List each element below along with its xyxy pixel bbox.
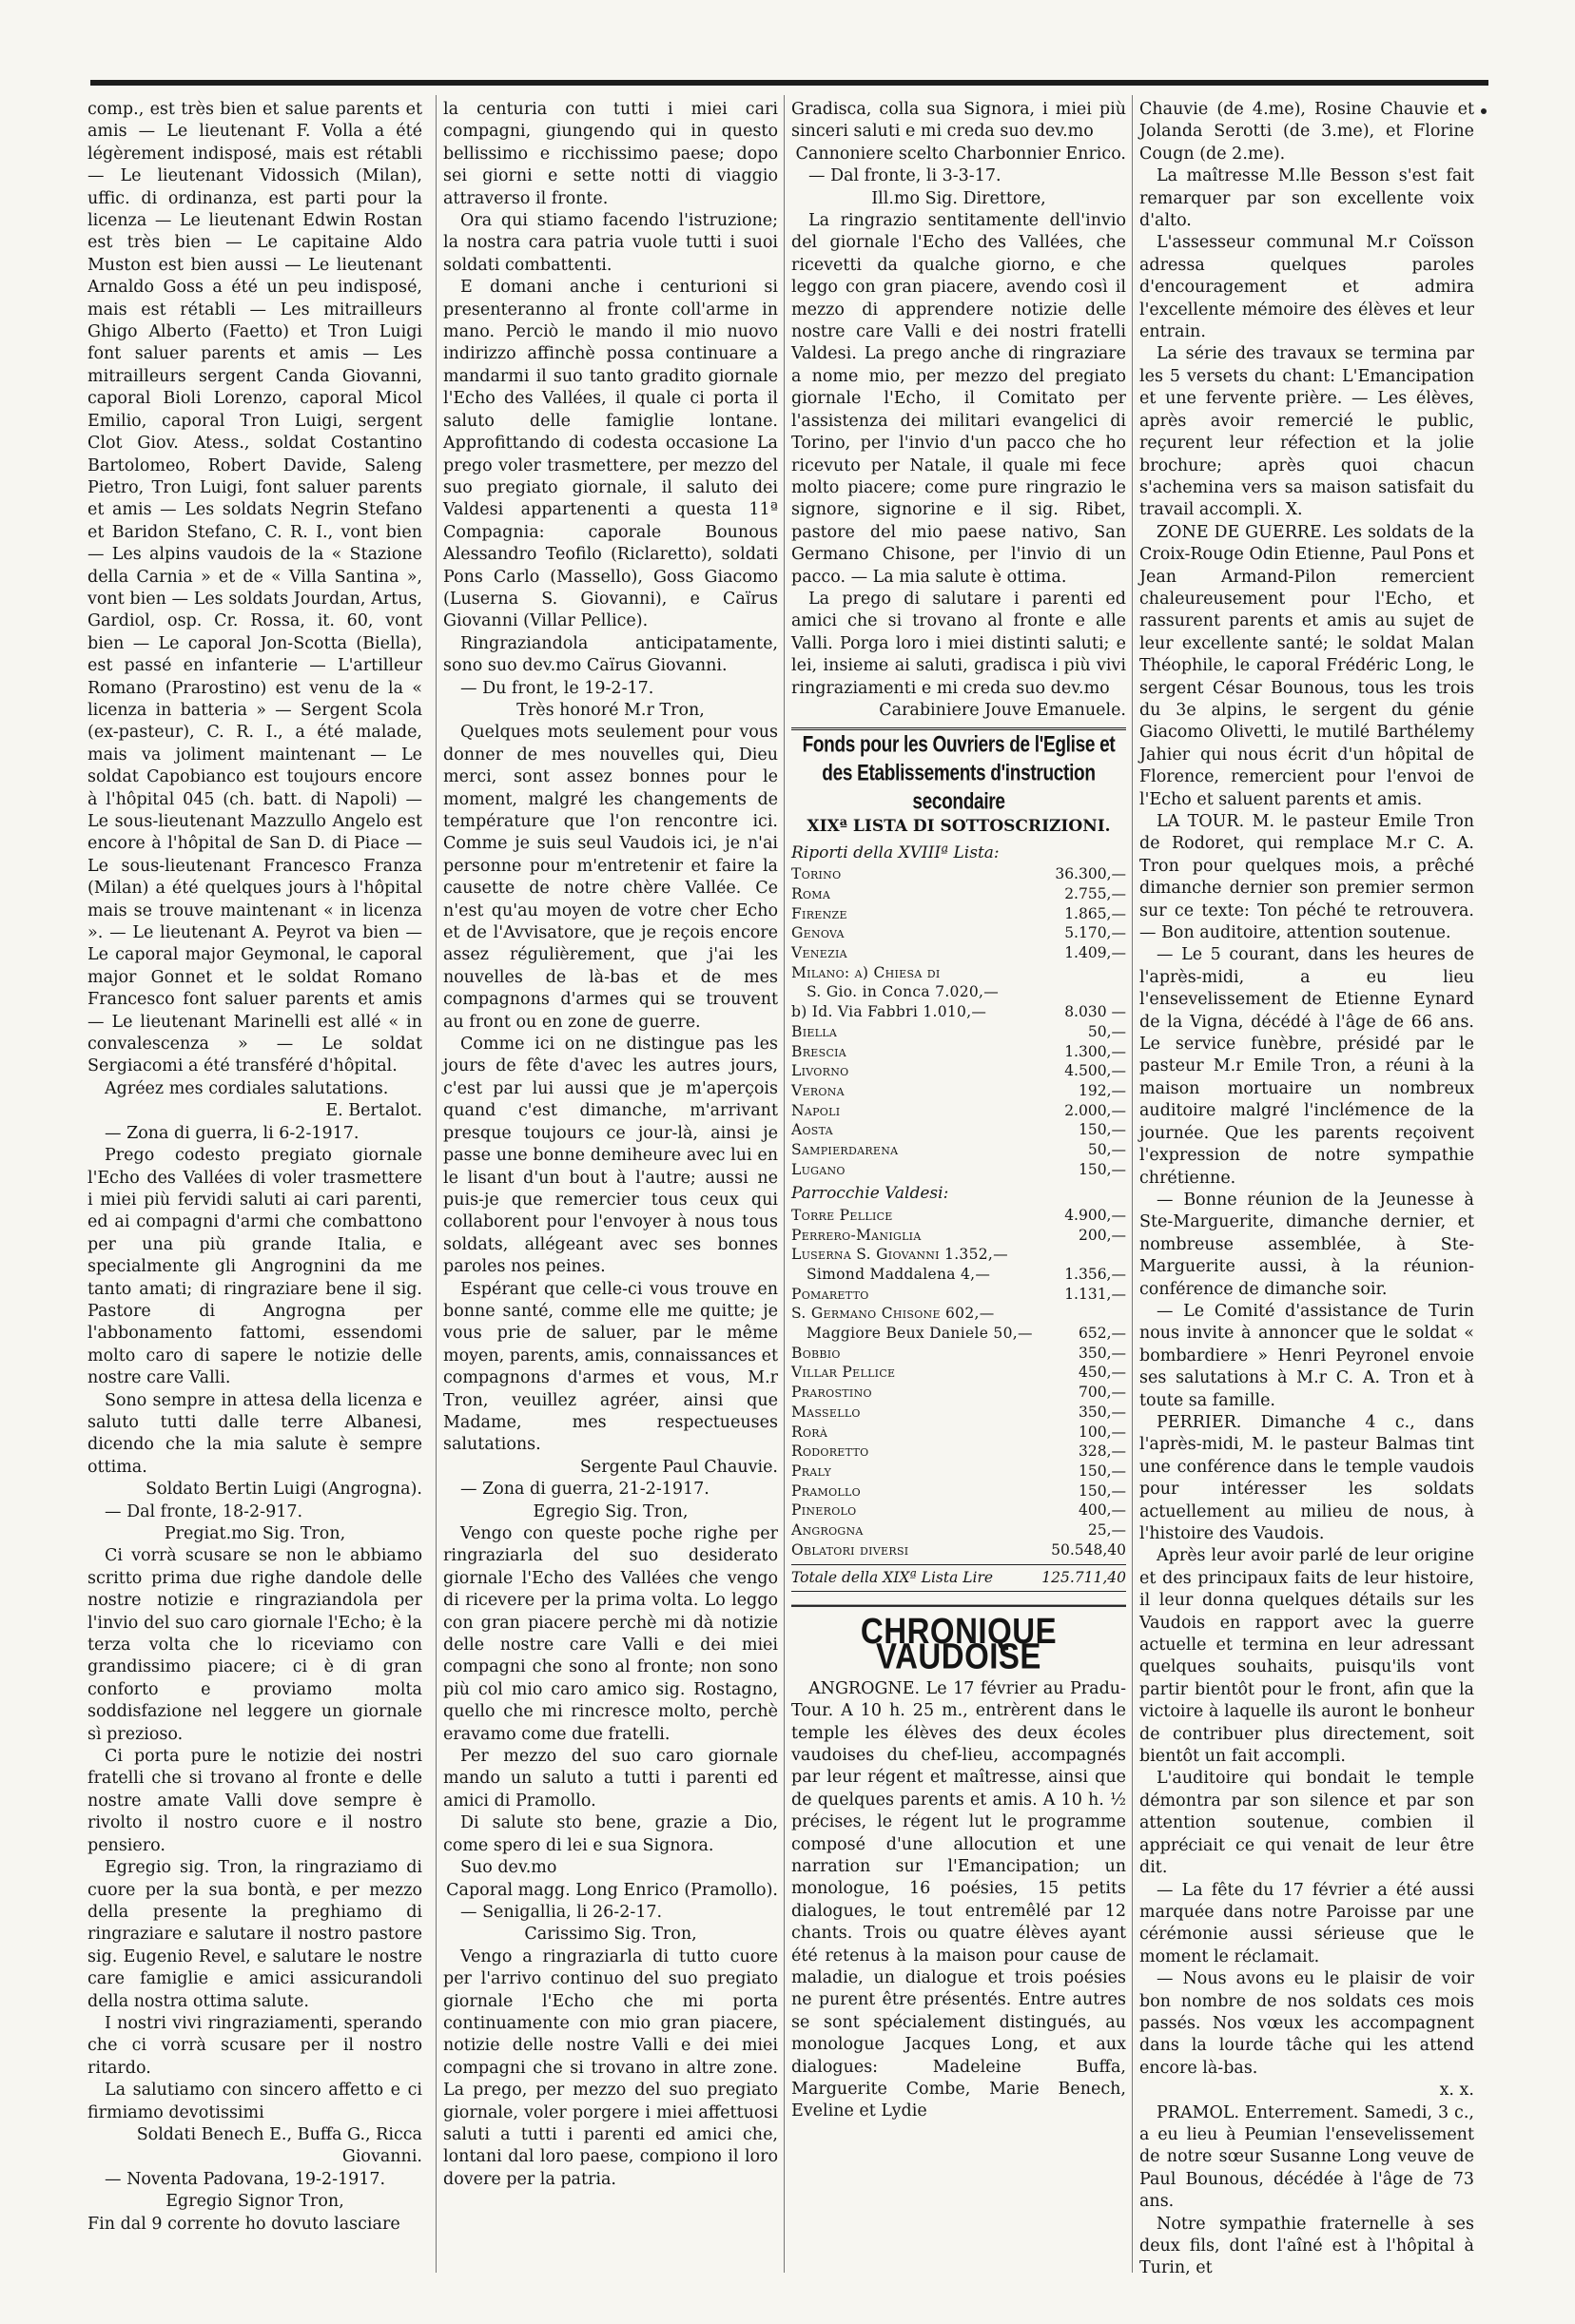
paragraph: Vengo con queste poche righe per ringraziarla del suo desiderato giornale l'Echo des Vallées che vengo di ricevere per la prima volta. Lo leggo con gran piacere perchè mi dà notizie delle nostre care Valli e dei miei compagni che sono al fronte; non sono più col mio caro amico sig. Rostagno, quello che mi rincresce molto, perchè eravamo come due fratelli. <box>443 1524 778 1744</box>
fund-row <box>791 1285 1126 1305</box>
fund-row-amount: 2.000,— <box>1064 1101 1126 1119</box>
paragraph: PERRIER. Dimanche 4 c., dans l'après-midi, M. le pasteur Balmas tint une conférence dans le temple vaudois pour intéresser les soldats actuellement au milieu de nous, à l'histoire des Vaudois. <box>1139 1412 1474 1543</box>
paragraph: Prego codesto pregiato giornale l'Echo des Vallées di voler trasmettere i miei più fervidi saluti ai cari parenti, ed ai compagni d'armi che combattono per una più grande Italia, e specialmente gli Angrognini da me tanto amati; di ringraziare bene il sig. Pastore di Angrogna per l'abbonamento fattomi, essendomi molto caro di sapere le notizie delle nostre care Valli. <box>88 1146 422 1388</box>
fund-row-name: Torino <box>791 865 842 883</box>
fund-row-name: Luserna S. Giovanni 1.352,— <box>791 1246 1008 1264</box>
paragraph: — Zona di guerra, li 6-2-1917. <box>105 1123 360 1143</box>
paragraph: Per mezzo del suo caro giornale mando un saluto a tutti i parenti ed amici di Pramollo. <box>443 1747 778 1811</box>
fund-row <box>791 1061 1126 1081</box>
paragraph: La maîtresse M.lle Besson s'est fait remarquer par son excellente voix d'alto. <box>1139 166 1474 231</box>
paragraph: — Le 5 courant, dans les heures de l'après-midi, a eu lieu l'ensevelissement de Etienne Eynard de la Vigna, décédé à l'âge de 66 ans. Le service funèbre, présidé par le pasteur M.r Emile Tron, a réuni à la maison mortuaire un nombreux auditoire malgré l'inclémence de la journée. Que les parents reçoivent l'expression de notre sympathie chrétienne. <box>1139 945 1474 1188</box>
fund-row-amount: 652,— <box>1078 1325 1126 1343</box>
fund-row <box>791 1226 1126 1246</box>
fund-row-amount: 50,— <box>1087 1141 1126 1159</box>
paragraph: Ringraziandola anticipatamente, sono suo dev.mo Caïrus Giovanni. <box>443 633 778 676</box>
paragraph: PRAMOL. Enterrement. Samedi, 3 c., a eu lieu à Peumian l'ensevelissement de notre sœur Susanne Long veuve de Paul Bounous, décédée à l'âge de 73 ans. <box>1139 2102 1474 2212</box>
paragraph: — Senigallia, li 26-2-17. <box>460 1902 663 1922</box>
top-rule <box>90 80 1488 86</box>
fund-row-amount: 350,— <box>1078 1344 1126 1362</box>
fund-row-amount: 1.300,— <box>1064 1042 1126 1060</box>
paragraph: Vengo a ringraziarla di tutto cuore per l'arrivo continuo del suo pregiato giornale l'Echo che mi porta continuamente con mio gran piacere, notizie delle nostre Valli e dei miei compagni che si trovano in altre zone. La prego, per mezzo del suo pregiato giornale, voler porgere i miei affettuosi saluti a tutti i parenti ed amici che, lontani dal loro paese, compiono il loro dovere per la patria. <box>443 1946 778 2189</box>
paragraph: — La fête du 17 février a été aussi marquée dans notre Paroisse par une cérémonie aussi sérieuse que le moment le réclamait. <box>1139 1880 1474 1966</box>
fund-row-amount: 350,— <box>1078 1403 1126 1421</box>
fund-row-name: Lugano <box>791 1160 846 1178</box>
paragraph: Ci vorrà scusare se non le abbiamo scritto prima due righe dandole delle nostre notizie e ringraziandola per l'invio del suo caro giornale l'Echo; è la terza volta che lo riceviamo con grandissimo piacere; ci è di gran conforto e proviamo molta soddisfazione nel leggere un giornale sì prezioso. <box>88 1546 422 1744</box>
paragraph: Chauvie (de 4.me), Rosine Chauvie et Jolanda Serotti (de 3.me), et Florine Cougn (de 2.me). <box>1139 100 1474 164</box>
fund-row-amount: 2.755,— <box>1064 884 1126 902</box>
fund-row-amount: 150,— <box>1078 1462 1126 1480</box>
paragraph: Quelques mots seulement pour vous donner de mes nouvelles qui, Dieu merci, sont assez bonnes pour le moment, malgré les changements de température que l'on rencontre ici. Comme je suis seul Vaudois ici, je n'ai personne pour m'entretenir et faire la causette de notre chère Vallée. Ce n'est qu'au moyen de votre cher Echo et de l'Avvisatore, que je reçois encore assez régulièrement, que j'ai les nouvelles de là-bas et de mes compagnons d'armes qui se trouvent au front ou en zone de guerre. <box>443 723 778 1032</box>
fund-row-name: Pinerolo <box>791 1501 857 1520</box>
paragraph: Egregio sig. Tron, la ringraziamo di cuore per la sua bontà, e per mezzo della presente la preghiamo di ringraziare e salutare il nostro pastore sig. Eugenio Revel, e salutare le nostre care famiglie e amici assicurandoli della nostra ottima salute. <box>88 1858 422 2011</box>
fund-row-amount: 1.356,— <box>1064 1265 1126 1283</box>
paragraph: E. Bertalot. <box>325 1101 422 1121</box>
fund-row-amount: 5.170,— <box>1064 924 1126 942</box>
fund-row-name: Torre Pellice <box>791 1206 893 1224</box>
fund-row-amount: 36.300,— <box>1055 865 1126 883</box>
paragraph: — Du front, le 19-2-17. <box>460 678 654 698</box>
chronique-angrogne <box>791 1678 1126 2123</box>
paragraph: Après leur avoir parlé de leur origine et des principaux faits de leur histoire, il leur donna quelques détails sur les Vaudois en rapport avec la guerre actuelle et termina en leur adressant quelques souhaits, puisqu'ils vont partir bientôt pour le front, afin que la victoire à laquelle ils auront le bonheur de contribuer plus directement, soit bientôt un fait accompli. <box>1139 1546 1474 1767</box>
paragraph: Agréez mes cordiales salutations. <box>105 1078 389 1098</box>
fund-row-name: Napoli <box>791 1101 841 1119</box>
fund-row <box>791 864 1126 884</box>
paragraph: Caporal magg. Long Enrico (Pramollo). <box>446 1880 778 1900</box>
column-divider <box>1132 95 1133 2273</box>
letters-continued <box>791 99 1126 722</box>
column-divider <box>784 95 785 2273</box>
fund-row-amount: 150,— <box>1078 1482 1126 1500</box>
fund-row-name: Verona <box>791 1081 845 1099</box>
fund-row-amount: 150,— <box>1078 1160 1126 1178</box>
fund-parishes-label: Parrocchie Valdesi: <box>791 1184 949 1204</box>
paragraph: LA TOUR. M. le pasteur Emile Tron de Rodoret, qui remplace M.r C. A. Tron pour quelques mois, a prêché dimanche dernier son premier sermon sur ce texte: Ton péché te retrouvera. — Bon auditoire, attention soutenue. <box>1139 812 1474 943</box>
fund-row <box>791 1265 1126 1285</box>
fund-row <box>791 1520 1126 1540</box>
fund-row-amount: 50.548,40 <box>1051 1540 1126 1559</box>
paragraph: Carabiniere Jouve Emanuele. <box>879 700 1126 720</box>
fund-row <box>791 1206 1126 1226</box>
paragraph: Di salute sto bene, grazie a Dio, come spero di lei e sua Signora. <box>443 1813 778 1855</box>
fund-row <box>791 1304 1126 1324</box>
fund-row-milano-b: b) Id. Via Fabbri 1.010,— 8.030 — <box>791 1003 1126 1021</box>
margin-dot <box>1481 108 1487 114</box>
fund-row-name: Brescia <box>791 1042 847 1060</box>
fund-row-milano: Milano: a) Chiesa di <box>791 963 941 981</box>
fund-row <box>791 1540 1126 1560</box>
paragraph: L'assesseur communal M.r Coïsson adressa quelques paroles d'encouragement et admira l'excellente mémoire des élèves et leur entrain. <box>1139 233 1474 342</box>
paragraph: I nostri vivi ringraziamenti, sperando che ci vorrà scusare per il nostro ritardo. <box>88 2013 422 2078</box>
paragraph: Suo dev.mo <box>460 1858 557 1878</box>
paragraph: Soldato Bertin Luigi (Angrogna). <box>146 1480 422 1500</box>
fund-row-name: Firenze <box>791 904 847 922</box>
paragraph: — Dal fronte, li 3-3-17. <box>808 166 1001 186</box>
paragraph: Sono sempre in attesa della licenza e saluto tutti dalle terre Albanesi, dicendo che la mia salute è sempre ottima. <box>88 1390 422 1477</box>
paragraph: Gradisca, colla sua Signora, i miei più sinceri saluti e mi creda suo dev.mo <box>791 100 1126 142</box>
fund-row-name: Villar Pellice <box>791 1364 896 1382</box>
fund-row-amount: 150,— <box>1078 1121 1126 1139</box>
fund-row-name: Bobbio <box>791 1344 841 1362</box>
paragraph: La prego di salutare i parenti ed amici che si trovano al fronte e alle Valli. Porga loro i miei distinti saluti; e lei, insieme ai saluti, gradisca i più vivi ringraziamenti e mi creda suo dev.mo <box>791 589 1126 698</box>
paragraph: Fin dal 9 corrente ho dovuto lasciare <box>88 2214 400 2234</box>
fund-row-amount: 328,— <box>1078 1443 1126 1461</box>
fund-row <box>791 1324 1126 1344</box>
fund-row-name: Angrogna <box>791 1521 864 1540</box>
column-2 <box>443 99 778 2191</box>
fund-row <box>791 1140 1126 1160</box>
fund-row-amount: 4.900,— <box>1064 1206 1126 1224</box>
fund-row-name: Simond Maddalena 4,— <box>807 1265 991 1283</box>
paragraph: — Bonne réunion de la Jeunesse à Ste-Marguerite, dimanche dernier, et nombreuse assemblée, à Ste-Marguerite aussi, à la réunion-conférence de dimanche soir. <box>1139 1190 1474 1299</box>
fund-row <box>791 1042 1126 1062</box>
fund-row <box>791 1383 1126 1403</box>
fund-row-amount: 400,— <box>1078 1501 1126 1520</box>
paragraph: — Le Comité d'assistance de Turin nous invite à annoncer que le soldat « bombardiere » Henri Peyronel envoie ses salutations à M.r C. A. Tron et à toute sa famille. <box>1139 1301 1474 1410</box>
fund-row <box>791 1160 1126 1180</box>
fund-row-name: Venezia <box>791 944 847 961</box>
fund-row-amount: 1.409,— <box>1064 944 1126 961</box>
paragraph: Ora qui stiamo facendo l'istruzione; la nostra cara patria vuole tutti i suoi soldati combattenti. <box>443 211 778 275</box>
column-1 <box>88 99 422 2236</box>
fund-row-name: Rodoretto <box>791 1443 869 1461</box>
fund-row-amount: 1.865,— <box>1064 904 1126 922</box>
fund-row <box>791 1363 1126 1383</box>
paragraph: L'auditoire qui bondait le temple démontra par son silence et par son attention soutenue, combien il appréciait ce qui venait de leur être dit. <box>1139 1769 1474 1878</box>
fund-row-amount: 450,— <box>1078 1364 1126 1382</box>
fund-list-cities <box>791 864 1126 963</box>
fund-row <box>791 943 1126 963</box>
paragraph: La ringrazio sentitamente dell'invio del giornale l'Echo des Vallées, che ricevetti da qualche giorno, e che leggo con gran piacere, avendo così il mezzo di apprendere notizie delle nostre care Valli e dei nostri fratelli Valdesi. La prego anche di ringraziare a nome mio, per mezzo del pregiato giornale l'Echo, il Comitato per l'assistenza dei militari evangelici di Torino, per l'invio d'un pacco che ho ricevuto per Natale, il quale mi fece molto piacere; come pure ringrazio le signore, signorine e il sig. Ribet, pastore del mio paese nativo, San Germano Chisone, per l'invio di un pacco. — La mia salute è ottima. <box>791 211 1126 587</box>
fund-report-label: Riporti della XVIIIª Lista: <box>791 842 1000 862</box>
fund-row <box>791 1101 1126 1121</box>
paragraph: La salutiamo con sincero affetto e ci firmiamo devotissimi <box>88 2081 422 2122</box>
fund-row <box>791 923 1126 943</box>
fund-row <box>791 1482 1126 1501</box>
paragraph: Egregio Sig. Tron, <box>533 1501 689 1521</box>
fund-row-name: Sampierdarena <box>791 1141 899 1159</box>
paragraph: Pregiat.mo Sig. Tron, <box>164 1524 346 1543</box>
fund-subtitle: XIXª LISTA DI SOTTOSCRIZIONI. <box>807 817 1111 837</box>
paragraph: E domani anche i centurioni si presenteranno al fronte coll'arme in mano. Perciò le mando il mio nuovo indirizzo affinchè possa continuare a mandarmi il suo tanto gradito giornale l'Echo des Vallées, il quale ci porta il saluto delle famiglie lontane. Approfittando di codesta occasione La prego voler trasmettere, per mezzo del suo pregiato giornale, il saluto dei Valdesi appartenenti a questa 11ª Compagnia: caporale Bounous Alessandro Teofilo (Riclaretto), soldati Pons Carlo (Massello), Goss Giacomo (Luserna S. Giovanni), e Caïrus Giovanni (Villar Pellice). <box>443 278 778 631</box>
paragraph: La série des travaux se termina par les 5 versets du chant: L'Emancipation et une fervente prière. — Les élèves, après avoir remercié le public, reçurent leur réfection et la jolie brochure; après quoi chacun s'achemina vers sa maison satisfait du travail accompli. X. <box>1139 344 1474 520</box>
paragraph: comp., est très bien et salue parents et amis — Le lieutenant F. Volla a été légèrement indisposé, mais est rétabli — Le lieutenant Vidossich (Milan), uffic. di ordinanza, est parti pour la licenza — Le lieutenant Edwin Rostan est très bien — Le capitaine Aldo Muston est bien aussi — Le lieutenant Arnaldo Goss a été un peu indisposé, mais est rétabli — Les mitrailleurs Ghigo Alberto (Faetto) et Tron Luigi font saluer parents et amis — Les mitrailleurs sergent Canda Giovanni, caporal Bioli Lorenzo, caporal Micol Emilio, caporal Tron Luigi, sergent Clot Giov. Atess., soldat Costantino Bartolomeo, Robert Davide, Saleng Pietro, Tron Luigi, font saluer parents et amis — Les soldats Negrin Stefano et Baridon Stefano, C. R. I., vont bien — Les alpins vaudois de la « Stazione della Carnia » et de « Villa Santina », vont bien — Les soldats Jourdan, Artus, Gardiol, osp. Cr. Rossa, it. 60, vont bien — Le caporal Jon-Scotta (Biella), est passé en infanterie — L'artilleur Romano (Prarostino) est venu de la « licenza in batteria » — Sergent Scola (ex-pasteur), C. R. I., a été malade, mais va joliment maintenant — Le soldat Capobianco est toujours encore à l'hôpital 045 (ch. batt. di Napoli) — Le sous-lieutenant Mazzullo Angelo est encore à l'hôpital de San D. di Piace — Le sous-lieutenant Francesco Franza (Milan) a été quelques jours à l'hôpital mais se trouve maintenant « in licenza ». — Le lieutenant A. Peyrot va bien — Le caporal major Geymonal, le caporal major Gonnet et le soldat Romano Francesco font saluer parents et amis — Le lieutenant Marinelli est allé « in convalescenza » — Le soldat Sergiacomi a été transféré d'hôpital. <box>88 100 422 1076</box>
fund-row <box>791 1344 1126 1364</box>
fund-row-amount: 200,— <box>1078 1226 1126 1244</box>
fund-row <box>791 1462 1126 1482</box>
column-4 <box>1139 99 1474 2280</box>
paragraph: Sergente Paul Chauvie. <box>579 1457 778 1477</box>
fund-row <box>791 1245 1126 1265</box>
fund-list-parishes <box>791 1206 1126 1560</box>
column-3 <box>791 99 1126 2123</box>
fund-row-amount: 50,— <box>1087 1022 1126 1040</box>
paragraph: Soldati Benech E., Buffa G., Ricca Giovanni. <box>136 2124 422 2167</box>
paragraph: x. x. <box>1439 2081 1474 2101</box>
chronique-title: CHRONIQUE VAUDOISE <box>791 1604 1126 1669</box>
paragraph: Cannoniere scelto Charbonnier Enrico. <box>795 144 1126 164</box>
fund-row-name: Oblatori diversi <box>791 1540 909 1559</box>
column-divider <box>436 95 437 2273</box>
fund-row-amount: 700,— <box>1078 1384 1126 1402</box>
fund-row-name: Perrero-Maniglia <box>791 1226 922 1244</box>
fund-row-milano-a: S. Gio. in Conca 7.020,— <box>807 983 1000 1001</box>
fund-row-name: Prarostino <box>791 1384 872 1402</box>
paragraph: Ci porta pure le notizie dei nostri fratelli che si trovano al fronte e delle nostre amate Valli dove sempre è rivolto il nostro cuore e il nostro pensiero. <box>88 1747 422 1855</box>
fund-row <box>791 1022 1126 1042</box>
paragraph: — Dal fronte, 18-2-917. <box>105 1501 303 1521</box>
fund-row <box>791 884 1126 904</box>
paragraph: Egregio Signor Tron, <box>165 2192 344 2212</box>
paragraph: Notre sympathie fraternelle à ses deux fils, dont l'aîné est à l'hôpital à Turin, et <box>1139 2214 1474 2278</box>
fund-list-cities-2 <box>791 1022 1126 1180</box>
fund-total: Totale della XIXª Lista Lire 125.711,40 <box>791 1564 1126 1592</box>
fund-row <box>791 1403 1126 1423</box>
fund-row <box>791 1423 1126 1443</box>
paragraph: Ill.mo Sig. Direttore, <box>871 188 1046 208</box>
fund-row <box>791 1081 1126 1101</box>
fund-row-amount: 192,— <box>1078 1081 1126 1099</box>
paragraph: Très honoré M.r Tron, <box>516 700 705 720</box>
paragraph: ZONE DE GUERRE. Les soldats de la Croix-Rouge Odin Etienne, Paul Pons et Jean Armand-Pilon remercient chaleureusement pour l'Echo, et rassurent parents et amis au sujet de leur excellente santé; le soldat Malan Théophile, le caporal Frédéric Long, le sergent César Bounous, tous les trois du 3e alpins, le sergent du génie Giacomo Olivetti, le mutilé Barthélemy Jahier qui nous écrit d'un hôpital de Florence, remercient pour l'envoi de l'Echo et saluent parents et amis. <box>1139 522 1474 809</box>
fund-title: Fonds pour les Ouvriers de l'Eglise et des Etablissements d'instruction secondaire <box>802 732 1116 815</box>
fund-row-name: Praly <box>791 1462 832 1480</box>
fund-row-name: Massello <box>791 1403 861 1421</box>
paragraph: — Nous avons eu le plaisir de voir bon nombre de nos soldats ces mois passés. Nos vœux les accompagnent dans la lourde tâche qui les attend encore là-bas. <box>1139 1969 1474 2078</box>
fund-row <box>791 904 1126 924</box>
fund-row <box>791 1442 1126 1462</box>
fund-row <box>791 1501 1126 1520</box>
fund-row-amount: 4.500,— <box>1064 1062 1126 1080</box>
fund-row-name: Aosta <box>791 1121 833 1139</box>
paragraph: la centuria con tutti i miei cari compagni, giungendo qui in questo bellissimo e ricchissimo paese; dopo sei giorni e sette notti di viaggio attraverso il fronte. <box>443 100 778 208</box>
fund-row-name: Biella <box>791 1022 838 1040</box>
fund-row-name: Pomaretto <box>791 1285 869 1303</box>
section-rule <box>791 727 1126 730</box>
paragraph: Carissimo Sig. Tron, <box>524 1925 697 1945</box>
fund-row-name: Genova <box>791 924 845 942</box>
paragraph: — Zona di guerra, 21-2-1917. <box>460 1480 710 1500</box>
paragraph: Espérant que celle-ci vous trouve en bonne santé, comme elle me quitte; je vous prie de saluer, par le même moyen, parents, amis, connaissances et compagnons d'armes et vous, M.r Tron, veuillez agréer, ainsi que Madame, mes respectueuses salutations. <box>443 1279 778 1455</box>
fund-row-name: Rorà <box>791 1423 828 1441</box>
fund-row <box>791 1120 1126 1140</box>
paragraph: Comme ici on ne distingue pas les jours de fête d'avec les autres jours, c'est par lui aussi que je m'aperçois quand c'est dimanche, m'arrivant presque toujours ce jour-là, ainsi je passe une bonne demiheure avec lui en le lisant d'un bout à l'autre; aussi ne puis-je que remercier tous ceux qui collaborent pour l'envoyer à nous tous soldats, allégeant avec ses bonnes paroles nos peines. <box>443 1035 778 1277</box>
fund-row-amount: 1.131,— <box>1064 1285 1126 1303</box>
fund-row-name: Livorno <box>791 1062 849 1080</box>
paragraph: — Noventa Padovana, 19-2-1917. <box>105 2169 386 2189</box>
fund-row-name: Maggiore Beux Daniele 50,— <box>807 1325 1033 1343</box>
fund-row-name: S. Germano Chisone 602,— <box>791 1305 995 1323</box>
fund-row-amount: 100,— <box>1078 1423 1126 1441</box>
paragraph: ANGROGNE. Le 17 février au Pradu-Tour. A 10 h. 25 m., entrèrent dans le temple les élèves des deux écoles vaudoises du chef-lieu, accompagnés par leur régent et maîtresse, ainsi que de quelques parents et amis. A 10 h. ½ précises, le régent lut le programme composé d'une allocution et une narration sur l'Emancipation; un monologue, 16 poésies, 15 petits dialogues, le tout entremêlé par 12 chants. Trois ou quatre élèves ayant été retenus à la maison pour cause de maladie, un dialogue et trois poésies ne purent être présentés. Entre autres se sont spécialement distingués, au monologue Jacques Long, et aux dialogues: Madeleine Buffa, Marguerite Combe, Marie Benech, Eveline et Lydie <box>791 1678 1126 2121</box>
fund-row-name: Pramollo <box>791 1482 861 1500</box>
fund-row-amount: 25,— <box>1087 1521 1126 1540</box>
fund-row-name: Roma <box>791 884 831 902</box>
